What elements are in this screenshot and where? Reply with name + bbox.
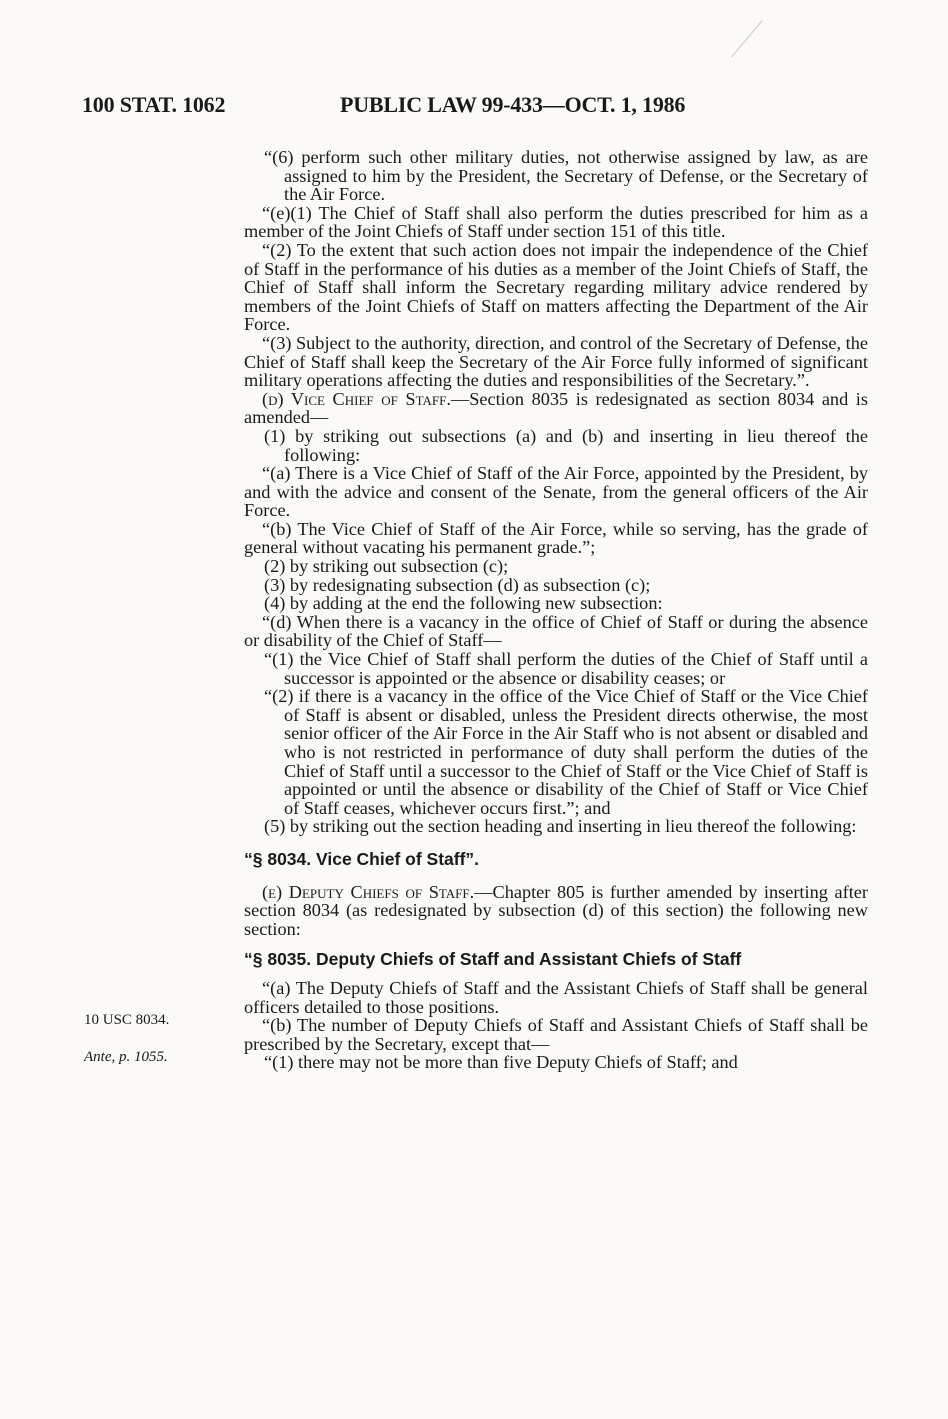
subsection-d-text: —Section 8035 is redesignated as section 8034 and is amended— xyxy=(244,388,868,428)
inserted-d: “(d) When there is a vacancy in the office of Chief of Staff or during the absence or disability of the Chief of Staff— xyxy=(244,611,868,651)
subsection-d xyxy=(244,390,868,427)
scan-mark xyxy=(731,20,763,57)
paragraph-e3: “(3) Subject to the authority, direction, and control of the Secretary of Defense, the Chief of Staff shall keep the Secretary of the Air Force fully informed of significant military operations affecting the duties and responsibilities of the Secretary.”. xyxy=(244,332,868,391)
paragraph-8035-a: “(a) The Deputy Chiefs of Staff and the Assistant Chiefs of Staff shall be general officers detailed to those positions. xyxy=(244,977,868,1017)
margin-note-ante: Ante, p. 1055. xyxy=(84,1049,168,1065)
paragraph-6: “(6) perform such other military duties, not otherwise assigned by law, as are assigned to him by the President, the Secretary of Defense, or the Secretary of the Air Force. xyxy=(264,147,868,205)
paragraph-e1: “(e)(1) The Chief of Staff shall also perform the duties prescribed for him as a member of the Joint Chiefs of Staff under section 151 of this title. xyxy=(244,202,868,242)
margin-note-usc: 10 USC 8034. xyxy=(84,1012,170,1028)
clause-4: (4) by adding at the end the following new subsection: xyxy=(264,593,663,614)
public-law-title: PUBLIC LAW 99-433—OCT. 1, 1986 xyxy=(340,92,686,117)
subsection-d-label: (d) Vice Chief of Staff. xyxy=(262,388,451,409)
paragraph-8035-b1: “(1) there may not be more than five Deputy Chiefs of Staff; and xyxy=(264,1052,738,1073)
section-heading-8034: “§ 8034. Vice Chief of Staff”. xyxy=(244,848,480,869)
paragraph-e2: “(2) To the extent that such action does not impair the independence of the Chief of Staff in the performance of his duties as a member of the Joint Chiefs of Staff, the Chief of Staff shall inform the Secretary regarding military advice rendered by members of the Joint Chiefs of Staff on matters affecting the Department of the Air Force. xyxy=(244,239,868,335)
subsection-e-text: —Chapter 805 is further amended by inserting after section 8034 (as redesignated by subsection (d) of this section) the following new section: xyxy=(244,881,868,939)
inserted-d2: “(2) if there is a vacancy in the office of the Vice Chief of Staff or the Vice Chief of Staff is absent or disabled, unless the President directs otherwise, the most senior officer of the Air Force in the Air Staff who is not absent or disabled and who is not restricted in performance of duty shall perform the duties of the Chief of Staff until a successor to the Chief of Staff or the Vice Chief of Staff is appointed or until the absence or disability of the Chief of Staff or Vice Chief of Staff ceases, whichever occurs first.”; and xyxy=(264,686,868,818)
inserted-b: “(b) The Vice Chief of Staff of the Air Force, while so serving, has the grade of general without vacating his permanent grade.”; xyxy=(244,518,868,558)
statute-body xyxy=(244,148,868,1072)
clause-1: (1) by striking out subsections (a) and (b) and inserting in lieu thereof the following: xyxy=(264,425,868,465)
section-heading-8035: “§ 8035. Deputy Chiefs of Staff and Assistant Chiefs of Staff xyxy=(244,949,742,970)
subsection-e xyxy=(244,883,868,939)
paragraph-8035-b: “(b) The number of Deputy Chiefs of Staff and Assistant Chiefs of Staff shall be prescribed by the Secretary, except that— xyxy=(244,1015,868,1054)
stat-citation: 100 STAT. 1062 xyxy=(82,92,226,117)
clause-3: (3) by redesignating subsection (d) as subsection (c); xyxy=(264,574,651,595)
inserted-a: “(a) There is a Vice Chief of Staff of the Air Force, appointed by the President, by and with the advice and consent of the Senate, from the general officers of the Air Force. xyxy=(244,463,868,521)
clause-2: (2) by striking out subsection (c); xyxy=(264,556,509,577)
running-head xyxy=(82,92,872,122)
subsection-e-label: (e) Deputy Chiefs of Staff. xyxy=(262,881,475,902)
inserted-d1: “(1) the Vice Chief of Staff shall perform the duties of the Chief of Staff until a successor is appointed or the absence or disability ceases; or xyxy=(264,649,868,688)
clause-5: (5) by striking out the section heading and inserting in lieu thereof the following: xyxy=(264,816,857,837)
